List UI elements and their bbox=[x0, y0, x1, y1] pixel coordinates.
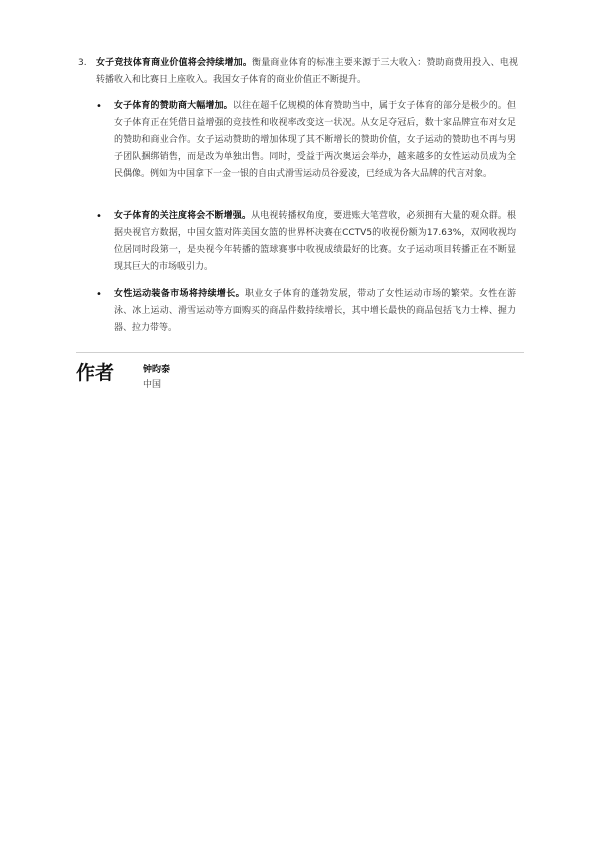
bullet-item-equipment bbox=[96, 286, 516, 337]
author-heading: 作者 bbox=[76, 362, 115, 384]
item-lead: 女子竞技体育商业价值将会持续增加。 bbox=[96, 58, 253, 68]
bullet-icon: • bbox=[96, 101, 102, 112]
bullet-body bbox=[114, 98, 516, 183]
bullet-text: 职业女子体育的蓬勃发展，带动了女性运动市场的繁荣。女性在游泳、冰上运动、滑雪运动等方面购买的商品件数持续增长，其中增长最快的商品包括飞力士棒、握力器、拉力带等。 bbox=[114, 289, 516, 333]
bullet-body bbox=[114, 208, 516, 276]
numbered-item-3 bbox=[78, 55, 518, 89]
bullet-text: 从电视转播权角度，要进账大笔营收，必须拥有大量的观众群。根据央视官方数据，中国女篮对阵美国女篮的世界杯决赛在CCTV5的收视份额为17.63%，双网收视均位居同时段第一，是央视今年转播的篮球赛事中收视成绩最好的比赛。女子运动项目转播正在不断显现其巨大的市场吸引力。 bbox=[114, 211, 516, 272]
item-number: 3. bbox=[78, 58, 87, 68]
section-divider bbox=[76, 352, 524, 353]
item-text: 衡量商业体育的标准主要来源于三大收入：赞助商费用投入、电视转播收入和比赛日上座收入。我国女子体育的商业价值正不断提升。 bbox=[96, 58, 518, 85]
bullet-icon: • bbox=[96, 289, 102, 300]
bullet-text: 以往在超千亿规模的体育赞助当中，属于女子体育的部分是极少的。但女子体育正在凭借日益增强的竞技性和收视率改变这一状况。从女足夺冠后，数十家品牌宣布对女足的赞助和商业合作。女子运动赞助的增加体现了其不断增长的赞助价值，女子运动的赞助也不再与男子团队捆绑销售，而是改为单独出售。同时，受益于两次奥运会举办，越来越多的女性运动员成为全民偶像。例如为中国拿下一金一银的自由式滑雪运动员谷爱凌，已经成为各大品牌的代言对象。 bbox=[114, 101, 516, 179]
bullet-lead: 女性运动装备市场将持续增长。 bbox=[114, 289, 245, 299]
bullet-item-attention bbox=[96, 208, 516, 276]
author-name: 钟昀泰 bbox=[143, 365, 171, 375]
item-body bbox=[96, 55, 518, 89]
bullet-icon: • bbox=[96, 211, 102, 222]
author-country: 中国 bbox=[143, 380, 162, 390]
bullet-item-sponsors bbox=[96, 98, 516, 183]
bullet-lead: 女子体育的关注度将会不断增强。 bbox=[114, 211, 252, 221]
bullet-body bbox=[114, 286, 516, 337]
bullet-lead: 女子体育的赞助商大幅增加。 bbox=[114, 101, 233, 111]
